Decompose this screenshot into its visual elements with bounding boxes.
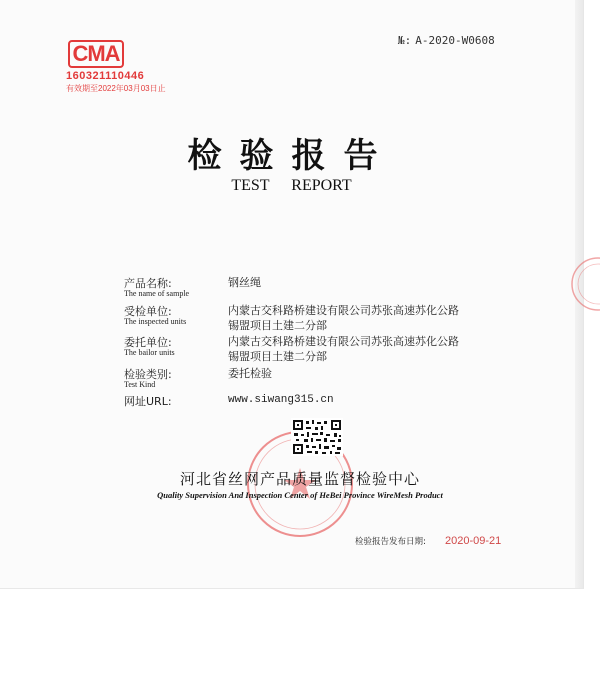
issue-date-value: 2020-09-21 <box>444 535 502 547</box>
report-number-label: №: <box>398 34 412 47</box>
issue-date-label: 检验报告发布日期: <box>355 537 426 547</box>
field-value-line: 委托检验 <box>228 367 272 380</box>
field-label-en: The name of sample <box>124 289 190 298</box>
issue-date-row <box>355 529 501 548</box>
report-number <box>398 34 495 47</box>
field-label-en: The inspected units <box>124 317 187 326</box>
title-chinese: 检验报告 <box>187 136 396 176</box>
field-label-en: The bailor units <box>124 348 175 357</box>
field-value <box>228 366 528 381</box>
field-value <box>228 303 528 333</box>
field-value-line: 钢丝绳 <box>228 276 261 289</box>
field-value-line: 锡盟项目土建二分部 <box>228 319 327 332</box>
field-value <box>228 275 528 290</box>
cma-stamp <box>64 40 169 98</box>
field-value-line: 内蒙古交科路桥建设有限公司苏张高速苏化公路 <box>228 304 459 317</box>
cma-logo: CMA <box>68 40 124 68</box>
field-label-cn: 产品名称: <box>124 277 172 290</box>
organization-name-en: Quality Supervision And Inspection Center of HeBei Province WireMesh Product <box>157 490 443 500</box>
field-value-line: 内蒙古交科路桥建设有限公司苏张高速苏化公路 <box>228 335 459 348</box>
cma-validity: 有效期至2022年03月03日止 <box>66 84 166 93</box>
qr-code[interactable] <box>291 418 343 456</box>
website-link[interactable]: www.siwang315.cn <box>228 394 334 406</box>
field-value-line: 锡盟项目土建二分部 <box>228 350 327 363</box>
field-label-en: Test Kind <box>124 380 156 389</box>
field-label-cn: 受检单位: <box>124 305 172 318</box>
field-value <box>228 334 528 364</box>
field-label-cn: 网址URL: <box>124 395 172 408</box>
field-label-cn: 检验类别: <box>124 368 172 381</box>
field-label-cn: 委托单位: <box>124 336 172 349</box>
edge-seal <box>566 254 600 314</box>
report-number-value: A-2020-W0608 <box>415 34 495 47</box>
title-english: TEST REPORT <box>231 177 352 194</box>
organization-name-cn: 河北省丝网产品质量监督检验中心 <box>179 470 420 488</box>
cma-code: 160321110446 <box>66 70 145 82</box>
field-value <box>228 393 528 408</box>
